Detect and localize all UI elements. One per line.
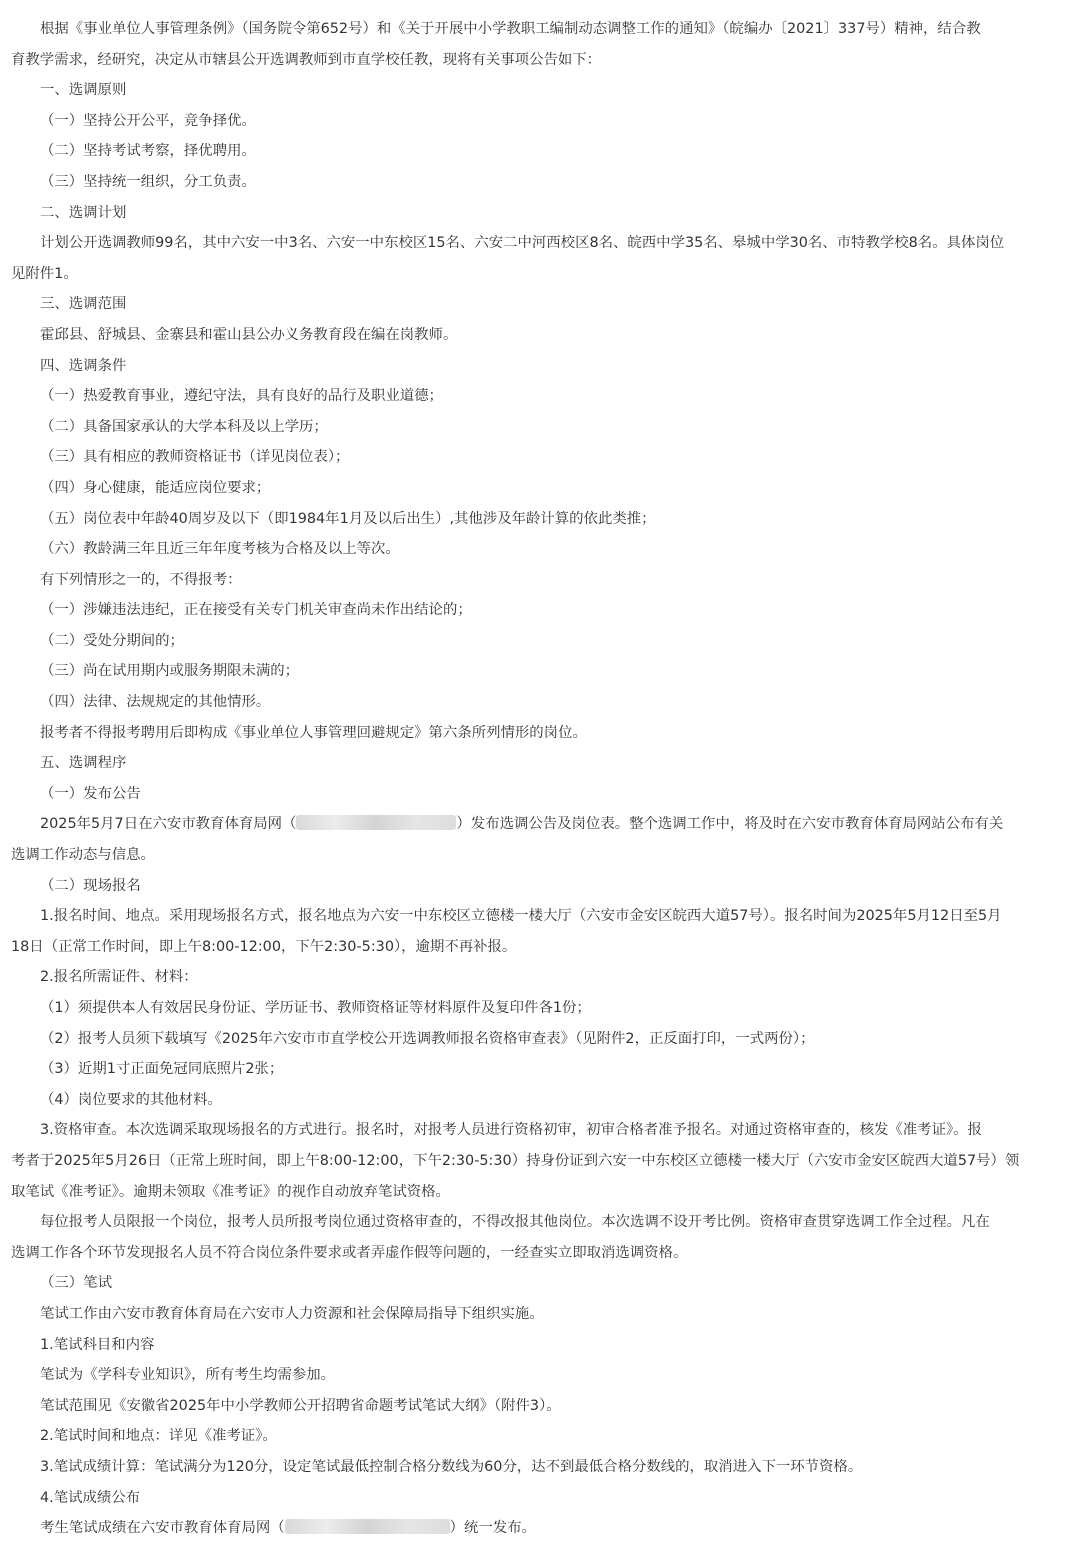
list-item: （2）报考人员须下载填写《2025年六安市市直学校公开选调教师报名资格审查表》（见附件2，正反面打印，一式两份）； bbox=[40, 1030, 815, 1047]
exam-range-text: 笔试范围见《安徽省2025年中小学教师公开招聘省命题考试笔试大纲》（附件3）。 bbox=[40, 1397, 561, 1414]
publish-text-before-link: 2025年5月7日在六安市教育体育局网（ bbox=[40, 816, 297, 833]
exclusion-heading: 有下列情形之一的，不得报考： bbox=[40, 571, 242, 588]
text-line: 考者于2025年5月26日（正常上班时间，即上午8:00-12:00，下午2:30-5:30）持身份证到六安一中东校区立德楼一楼大厅（六安市金安区皖西大道57号）领 bbox=[11, 1152, 1020, 1169]
list-item: （三）坚持统一组织，分工负责。 bbox=[40, 173, 256, 190]
text-line: 根据《事业单位人事管理条例》（国务院令第652号）和《关于开展中小学教职工编制动态调整工作的通知》（皖编办〔2021〕337号）精神，结合教 bbox=[40, 21, 981, 37]
publish-text-after-link: ）发布选调公告及岗位表。整个选调工作中，将及时在六安市教育体育局网站公布有关 bbox=[456, 816, 1004, 833]
section-heading-scope: 三、选调范围 bbox=[40, 296, 127, 313]
text-line: 1.报名时间、地点。采用现场报名方式，报名地点为六安一中东校区立德楼一楼大厅（六安市金安区皖西大道57号）。报名时间为2025年5月12日至5月 bbox=[40, 908, 1002, 925]
exam-subject-heading: 1.笔试科目和内容 bbox=[40, 1336, 155, 1353]
list-item: （二）受处分期间的； bbox=[40, 632, 184, 649]
redacted-website-link[interactable] bbox=[296, 815, 456, 830]
exam-subject-text: 笔试为《学科专业知识》，所有考生均需参加。 bbox=[40, 1367, 336, 1384]
text-line: 计划公开选调教师99名，其中六安一中3名、六安一中东校区15名、六安二中河西校区8名、皖西中学35名、皋城中学30名、市特教学校8名。具体岗位 bbox=[40, 235, 1005, 252]
text-line: 18日（正常工作时间，即上午8:00-12:00，下午2:30-5:30），逾期不再补报。 bbox=[11, 938, 517, 955]
score-text-before-link: 考生笔试成绩在六安市教育体育局网（ bbox=[40, 1520, 285, 1537]
score-publish-paragraph bbox=[11, 1513, 1066, 1544]
exam-score-text: 3.笔试成绩计算：笔试满分为120分，设定笔试最低控制合格分数线为60分，达不到最低合格分数线的，取消进入下一环节资格。 bbox=[40, 1458, 863, 1475]
text-line: 选调工作动态与信息。 bbox=[11, 847, 155, 864]
list-item: （五）岗位表中年龄40周岁及以下（即1984年1月及以后出生）,其他涉及年龄计算的依此类推； bbox=[40, 510, 656, 527]
section-heading-plan: 二、选调计划 bbox=[40, 204, 127, 221]
list-item: （二）具备国家承认的大学本科及以上学历； bbox=[40, 418, 328, 435]
list-item: （1）须提供本人有效居民身份证、学历证书、教师资格证等材料原件及复印件各1份； bbox=[40, 1000, 591, 1016]
section-heading-procedure: 五、选调程序 bbox=[40, 755, 127, 772]
score-text-after-link: ）统一发布。 bbox=[449, 1520, 537, 1537]
redacted-website-link[interactable] bbox=[285, 1519, 450, 1534]
score-publish-heading: 4.笔试成绩公布 bbox=[40, 1489, 141, 1506]
publish-paragraph bbox=[11, 809, 1066, 870]
section-heading-conditions: 四、选调条件 bbox=[40, 357, 127, 374]
text-line: 取笔试《准考证》。逾期未领取《准考证》的视作自动放弃笔试资格。 bbox=[11, 1183, 450, 1200]
list-item: （一）坚持公开公平，竞争择优。 bbox=[40, 112, 256, 129]
text-line: 3.资格审查。本次选调采取现场报名的方式进行。报名时，对报考人员进行资格初审，初审合格者准予报名。对通过资格审查的，核发《准考证》。报 bbox=[40, 1122, 982, 1139]
subsection-heading-publish: （一）发布公告 bbox=[40, 785, 141, 802]
materials-heading: 2.报名所需证件、材料： bbox=[40, 969, 198, 986]
exam-organization-paragraph: 笔试工作由六安市教育体育局在六安市人力资源和社会保障局指导下组织实施。 bbox=[40, 1305, 544, 1322]
section-heading-principles: 一、选调原则 bbox=[40, 82, 127, 99]
subsection-heading-registration: （二）现场报名 bbox=[40, 877, 141, 894]
avoidance-note: 报考者不得报考聘用后即构成《事业单位人事管理回避规定》第六条所列情形的岗位。 bbox=[40, 724, 587, 741]
text-line: 见附件1。 bbox=[11, 265, 78, 282]
list-item: （4）岗位要求的其他材料。 bbox=[40, 1091, 222, 1108]
one-position-paragraph bbox=[11, 1207, 1066, 1268]
subsection-heading-written-exam: （三）笔试 bbox=[40, 1275, 112, 1292]
intro-paragraph bbox=[11, 14, 1066, 75]
list-item: （四）法律、法规规定的其他情形。 bbox=[40, 694, 271, 711]
text-line: 选调工作各个环节发现报名人员不符合岗位条件要求或者弄虚作假等问题的，一经查实立即取消选调资格。 bbox=[11, 1244, 688, 1261]
exam-time-place-text: 2.笔试时间和地点：详见《准考证》。 bbox=[40, 1428, 277, 1445]
list-item: （二）坚持考试考察，择优聘用。 bbox=[40, 143, 256, 160]
list-item: （四）身心健康，能适应岗位要求； bbox=[40, 479, 271, 496]
plan-paragraph bbox=[11, 228, 1066, 289]
list-item: （三）具有相应的教师资格证书（详见岗位表）； bbox=[40, 449, 350, 466]
text-line bbox=[11, 809, 1066, 840]
list-item: （3）近期1寸正面免冠同底照片2张； bbox=[40, 1061, 284, 1078]
qualification-review-paragraph bbox=[11, 1115, 1066, 1207]
list-item: （六）教龄满三年且近三年年度考核为合格及以上等次。 bbox=[40, 541, 400, 558]
list-item: （三）尚在试用期内或服务期限未满的； bbox=[40, 663, 300, 680]
registration-time-paragraph bbox=[11, 901, 1066, 962]
text-line: 育教学需求，经研究，决定从市辖县公开选调教师到市直学校任教，现将有关事项公告如下： bbox=[11, 51, 602, 68]
scope-paragraph: 霍邱县、舒城县、金寨县和霍山县公办义务教育段在编在岗教师。 bbox=[40, 326, 458, 343]
list-item: （一）涉嫌违法违纪，正在接受有关专门机关审查尚未作出结论的； bbox=[40, 602, 472, 619]
text-line: 每位报考人员限报一个岗位，报考人员所报考岗位通过资格审查的，不得改报其他岗位。本次选调不设开考比例。资格审查贯穿选调工作全过程。凡在 bbox=[40, 1214, 990, 1231]
list-item: （一）热爱教育事业，遵纪守法，具有良好的品行及职业道德； bbox=[40, 388, 443, 405]
